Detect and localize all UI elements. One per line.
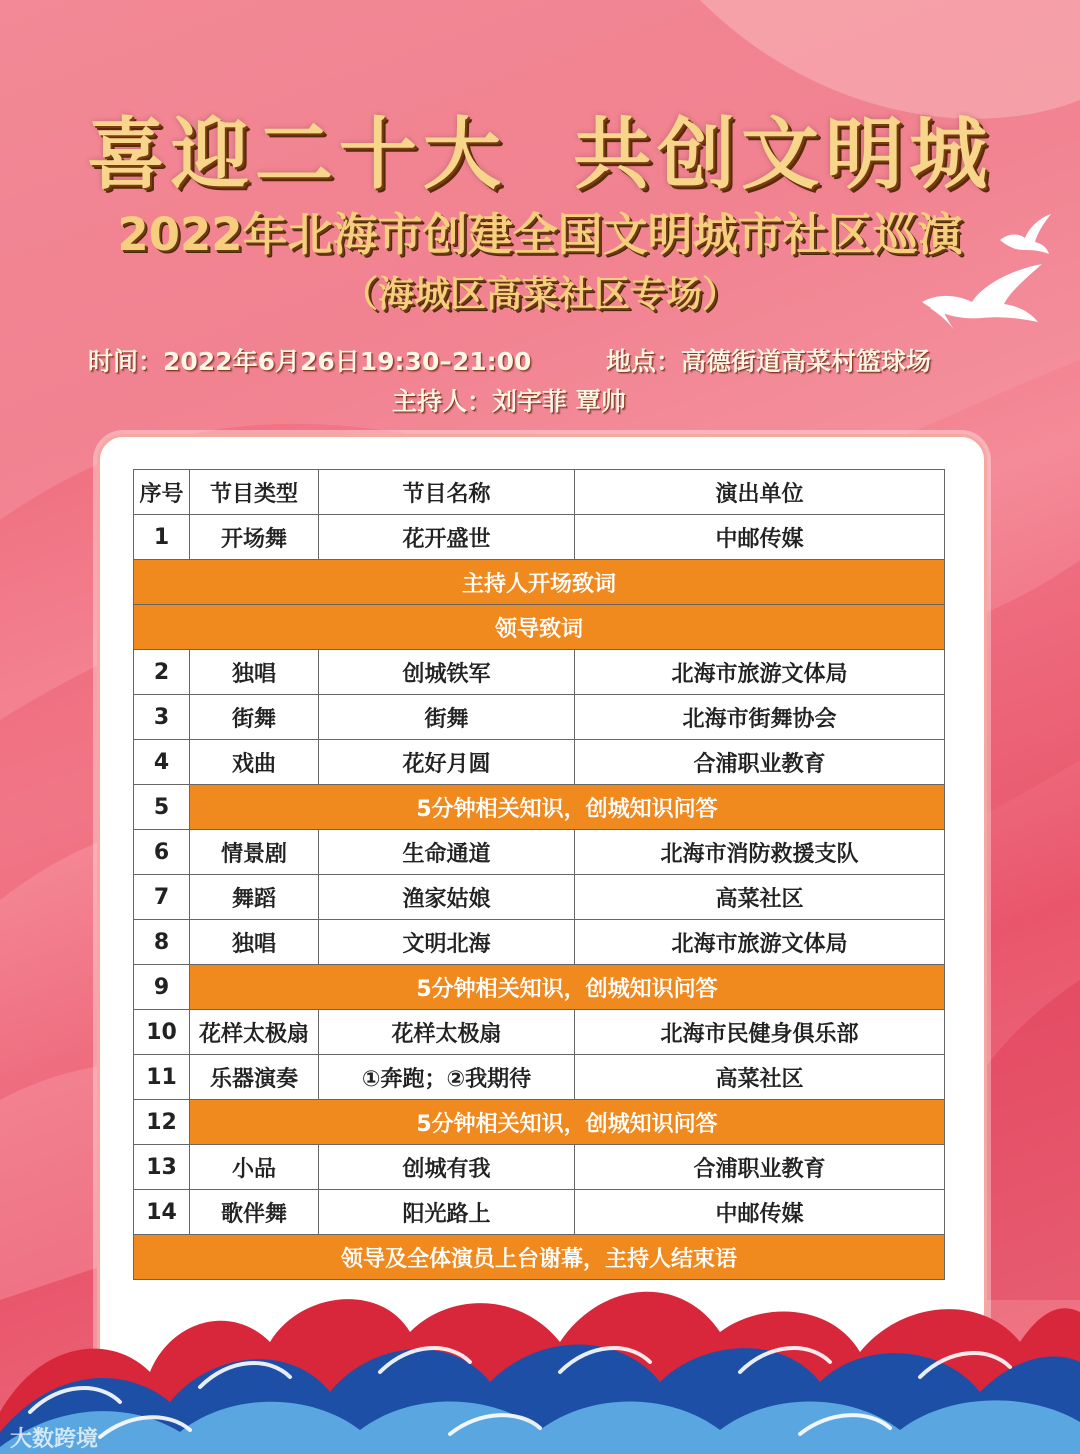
table-row (134, 875, 945, 920)
cell-unit: 北海市民健身俱乐部 (575, 1010, 945, 1055)
header-name: 节目名称 (319, 470, 575, 515)
cell-no: 6 (134, 830, 190, 875)
cell-no: 9 (134, 965, 190, 1010)
dove-icon (995, 210, 1055, 260)
table-row (134, 1055, 945, 1100)
cell-type: 戏曲 (190, 740, 319, 785)
cell-unit: 合浦职业教育 (575, 1145, 945, 1190)
cell-unit: 合浦职业教育 (575, 740, 945, 785)
table-row (134, 1190, 945, 1235)
cell-name: 创城有我 (319, 1145, 575, 1190)
table-row-highlight (134, 605, 945, 650)
cell-unit: 北海市街舞协会 (575, 695, 945, 740)
subtitle: 2022年北海市创建全国文明城市社区巡演 (117, 208, 963, 261)
cell-no: 8 (134, 920, 190, 965)
cell-name: 阳光路上 (319, 1190, 575, 1235)
table-row (134, 740, 945, 785)
cell-no: 3 (134, 695, 190, 740)
cell-name: 文明北海 (319, 920, 575, 965)
cell-type: 花样太极扇 (190, 1010, 319, 1055)
cell-unit: 中邮传媒 (575, 1190, 945, 1235)
watermark: 大数跨境 (10, 1427, 99, 1452)
cell-unit: 北海市旅游文体局 (575, 920, 945, 965)
table-row (134, 695, 945, 740)
event-hosts: 主持人：刘宇菲 覃帅 (392, 387, 626, 416)
cell-no: 1 (134, 515, 190, 560)
cell-unit: 中邮传媒 (575, 515, 945, 560)
cell-name: 花好月圆 (319, 740, 575, 785)
cell-name: 街舞 (319, 695, 575, 740)
program-table (133, 469, 945, 1280)
table-row (134, 650, 945, 695)
cell-type: 街舞 (190, 695, 319, 740)
event-place: 地点：高德街道高菜村篮球场 (606, 347, 932, 376)
cell-type: 情景剧 (190, 830, 319, 875)
cell-unit: 北海市消防救援支队 (575, 830, 945, 875)
cell-type: 开场舞 (190, 515, 319, 560)
cell-name: 花样太极扇 (319, 1010, 575, 1055)
cell-no: 11 (134, 1055, 190, 1100)
cell-unit: 北海市旅游文体局 (575, 650, 945, 695)
cell-name: 渔家姑娘 (319, 875, 575, 920)
table-row-highlight (134, 560, 945, 605)
cell-type: 独唱 (190, 920, 319, 965)
table-header-row (134, 470, 945, 515)
special-title: （海城区高菜社区专场） (341, 274, 738, 315)
cell-full: 主持人开场致词 (134, 560, 945, 605)
cell-type: 乐器演奏 (190, 1055, 319, 1100)
cell-quiz: 5分钟相关知识，创城知识问答 (190, 1100, 945, 1145)
table-row (134, 1010, 945, 1055)
cell-name: 生命通道 (319, 830, 575, 875)
cell-unit: 高菜社区 (575, 875, 945, 920)
cell-no: 13 (134, 1145, 190, 1190)
event-time: 时间：2022年6月26日19:30–21:00 (88, 347, 532, 376)
cell-no: 14 (134, 1190, 190, 1235)
cell-no: 7 (134, 875, 190, 920)
table-row (134, 1145, 945, 1190)
cell-name: 花开盛世 (319, 515, 575, 560)
cell-quiz: 5分钟相关知识，创城知识问答 (190, 965, 945, 1010)
cell-no: 4 (134, 740, 190, 785)
table-row (134, 515, 945, 560)
table-row (134, 830, 945, 875)
header-unit: 演出单位 (575, 470, 945, 515)
cell-type: 歌伴舞 (190, 1190, 319, 1235)
cell-no: 10 (134, 1010, 190, 1055)
cell-no: 2 (134, 650, 190, 695)
cell-name: 创城铁军 (319, 650, 575, 695)
cell-unit: 高菜社区 (575, 1055, 945, 1100)
cell-quiz: 5分钟相关知识，创城知识问答 (190, 785, 945, 830)
cell-type: 舞蹈 (190, 875, 319, 920)
header-type: 节目类型 (190, 470, 319, 515)
cell-type: 独唱 (190, 650, 319, 695)
cell-no: 5 (134, 785, 190, 830)
table-row-quiz (134, 785, 945, 830)
wave-decoration (0, 1262, 1080, 1454)
cell-full: 领导致词 (134, 605, 945, 650)
table-row (134, 920, 945, 965)
table-row-quiz (134, 1100, 945, 1145)
header-no: 序号 (134, 470, 190, 515)
table-row-quiz (134, 965, 945, 1010)
cell-type: 小品 (190, 1145, 319, 1190)
cell-full: 领导及全体演员上台谢幕，主持人结束语 (134, 1235, 945, 1280)
cell-no: 12 (134, 1100, 190, 1145)
dove-icon (920, 262, 1050, 332)
main-title: 喜迎二十大 共创文明城 (86, 109, 994, 200)
cell-name: ①奔跑；②我期待 (319, 1055, 575, 1100)
